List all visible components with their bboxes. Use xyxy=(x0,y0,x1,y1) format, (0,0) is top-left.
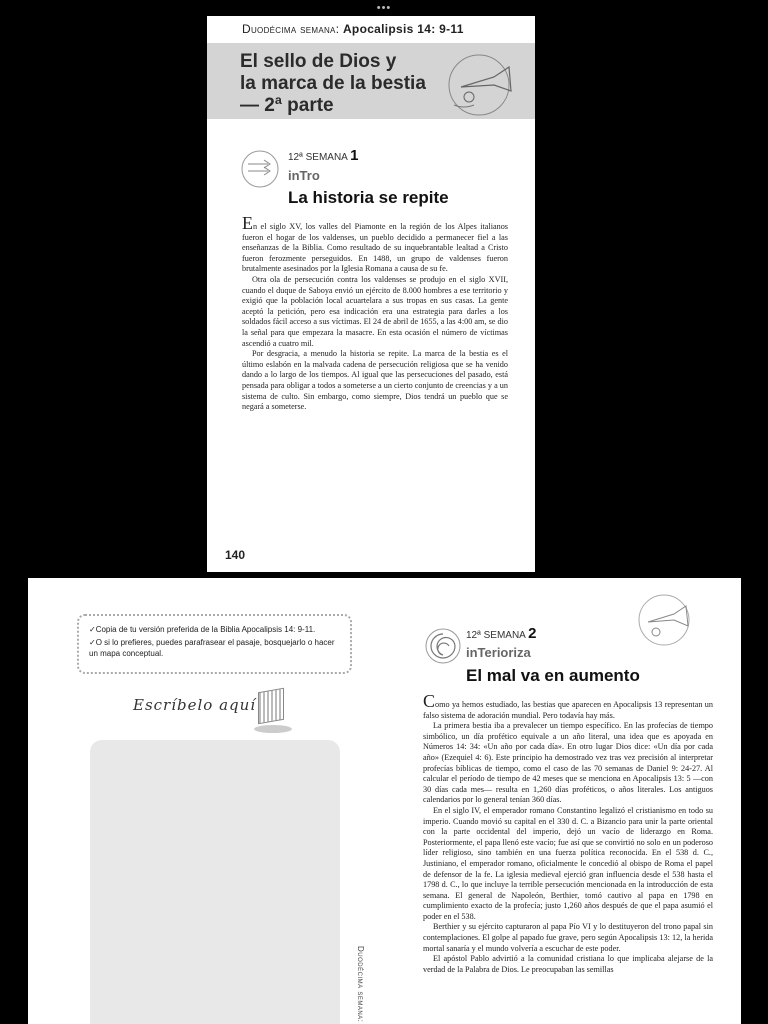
day-number-value: 1 xyxy=(350,147,359,164)
paragraph: La primera bestia iba a prevalecer un tiempo específico. En las profecías de tiempo simbólico, un día profético equivale a un año literal, una idea que es apoyada en Números 14: 34: «Un año por cada día». En otro lugar Dios dice: «Un día por cada año» (Ezequiel 4: 6). Este principio ha demostrado vez tras vez precisión al interpretar profecías bíblicas de tiempo, como el caso de las 70 semanas de Daniel 9: 24-27. Al calcular el período de tiempo de 42 meses que se menciona en Apocalipsis 13: 5 —con 30 días cada mes— resulta en 1,260 días proféticos, o años literales. Los antiguos calendarios por lo general tenían 360 días. xyxy=(423,721,713,805)
week-label: 12ª SEMANA xyxy=(466,630,526,641)
paragraph: Otra ola de persecución contra los valdenses se produjo en el siglo XVII, cuando el duque de Saboya envió un ejército de 8.000 hombres a ese territorio y exigió que la población local acuartelara a sus tropas en sus casas. La gente aceptó la petición, pero esa indicación era una estrategia para darles a los soldados fácil acceso a sus víctimas. El 24 de abril de 1655, a las 4:00 am, se dio la señal para que empezara la masacre. En esta ocasión el número de víctimas ascendió a cuatro mil. xyxy=(242,274,508,348)
week-header xyxy=(242,22,464,36)
drop-cap: E xyxy=(242,213,253,233)
day-number xyxy=(288,147,358,164)
write-here-title: Escríbelo aquí xyxy=(133,696,257,714)
activity-checklist xyxy=(77,614,352,674)
vertical-week-label: Duodécima semana: xyxy=(356,946,365,1023)
drop-cap: C xyxy=(423,691,436,711)
paragraph: En el siglo IV, el emperador romano Constantino legalizó el cristianismo en todo su imperio. Cuando movió su capital en el 330 d. C. a Bizancio para unir la parte oriental con la parte occidental del imperio, dejó un vacío de liderazgo en Roma. Posteriormente, el papa llenó este vacío; fue así que se convirtió no solo en un poderoso líder religioso, sino también en una fuerza política reconocida. En el 538 d. C., Justiniano, el emperador romano, oficialmente le concedió al obispo de Roma el papel de defensor de la fe. La iglesia medieval ejerció gran influencia desde el 538 hasta el 1798 d. C., lo que incluye la terrible persecución mencionada en la introducción de esta semana. El general de Napoleón, Berthier, tomó cautivo al papa en 1798 en cumplimiento exacto de la profecía; justo 1,260 años después de que el papa asumió el poder en el 538. xyxy=(423,805,713,921)
spiral-icon xyxy=(423,626,463,666)
day-title: El mal va en aumento xyxy=(466,666,640,685)
paragraph: El apóstol Pablo advirtió a la comunidad cristiana lo que implicaba alejarse de la verdad de la Palabra de Dios. Le preocupaban las semillas xyxy=(423,954,713,974)
paragraph: Como ya hemos estudiado, las bestias que aparecen en Apocalipsis 13 representan un falso sistema de adoración mundial. Pero todavía hay más. xyxy=(423,691,713,720)
week-header-reference: Apocalipsis 14: 9-11 xyxy=(342,22,464,36)
body-text xyxy=(423,691,713,975)
week-header-prefix: Duodécima semana: xyxy=(242,22,343,36)
day-title: La historia se repite xyxy=(288,188,449,207)
checklist-item: ✓O si lo prefieres, puedes parafrasear el pasaje, bosquejarlo o hacer un mapa conceptual. xyxy=(89,638,335,658)
day-type: inTerioriza xyxy=(466,645,531,660)
day-number-value: 2 xyxy=(528,625,537,642)
top-page-handle: ••• xyxy=(376,2,392,14)
lesson-title-line-1: El sello de Dios y xyxy=(240,51,397,72)
notebook-shadow xyxy=(254,725,292,733)
writing-area[interactable] xyxy=(90,740,340,1024)
lesson-title-line-3: — 2ª parte xyxy=(240,95,334,116)
paragraph: En el siglo XV, los valles del Piamonte en la región de los Alpes italianos fueron el hogar de los valdenses, un pueblo decidido a permanecer fiel a las enseñanzas de la Biblia. Como resultado de su inquebrantable lealtad a Cristo fueron ferozmente perseguidos. En 1488, un grupo de valdenses fueron brutalmente asesinados por la Iglesia Romana a causa de su fe. xyxy=(242,213,508,274)
page-141 xyxy=(28,578,741,1024)
day-type: inTro xyxy=(288,168,320,183)
page-number: 140 xyxy=(225,548,246,562)
paragraph: Por desgracia, a menudo la historia se repite. La marca de la bestia es el último eslabón en la malvada cadena de persecución religiosa que se ha venido dando a lo largo de los tiempos. Al igual que las persecuciones del pasado, está pensada para obligar a todos a someterse a un cierto conjunto de creencias y a un sistema de culto. Sin embargo, como siempre, Dios tendrá un pueblo que se negará a someterse. xyxy=(242,349,508,412)
intro-arrows-icon xyxy=(240,149,280,189)
lesson-title-line-2: la marca de la bestia xyxy=(240,73,426,94)
trumpet-seal-illustration xyxy=(636,592,696,650)
body-text xyxy=(242,213,508,413)
page-140 xyxy=(207,16,535,572)
trumpet-seal-illustration xyxy=(439,47,529,117)
notebook-icon xyxy=(258,688,284,725)
title-band xyxy=(207,43,535,119)
checklist-item: ✓Copia de tu versión preferida de la Biblia Apocalipsis 14: 9-11. xyxy=(89,625,316,634)
paragraph: Berthier y su ejército capturaron al papa Pío VI y lo destituyeron del trono papal sin contemplaciones. El golpe al papado fue grave, pero según Apocalipsis 13: 12, la herida mortal sanaría y el mundo volvería a escuchar de este poder. xyxy=(423,922,713,953)
day-number xyxy=(466,625,536,642)
week-label: 12ª SEMANA xyxy=(288,152,348,163)
